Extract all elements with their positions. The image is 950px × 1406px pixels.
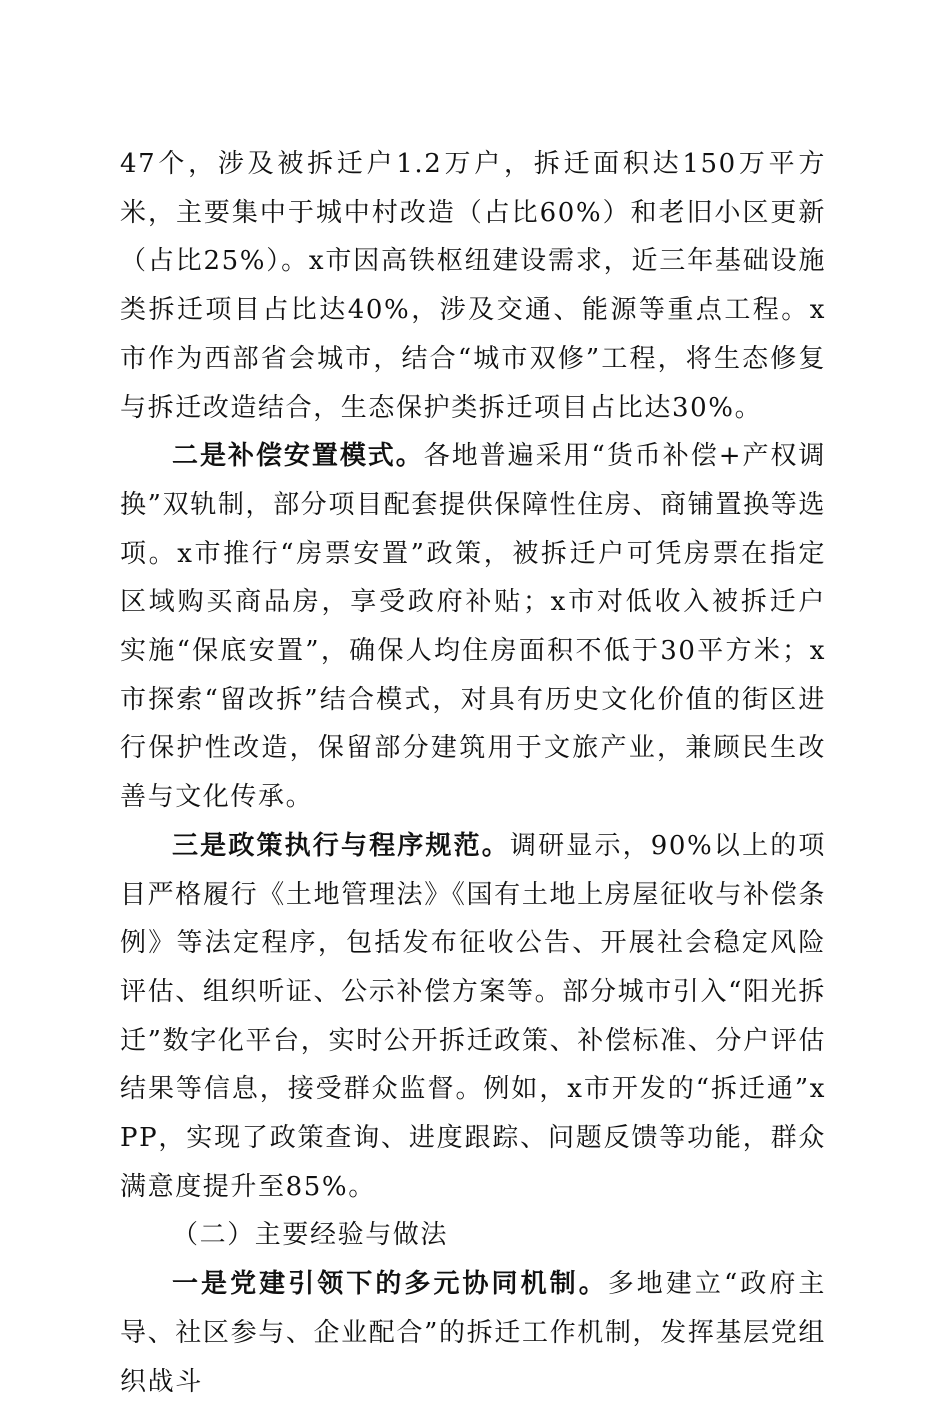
paragraph-1 [120, 140, 826, 432]
paragraph-2-lead: 二是补偿安置模式。 [172, 441, 424, 472]
paragraph-4-lead: 一是党建引领下的多元协同机制。 [172, 1269, 608, 1300]
section-heading: （二）主要经验与做法 [172, 1220, 449, 1251]
paragraph-3-lead: 三是政策执行与程序规范。 [172, 830, 510, 861]
paragraph-4-text: 多地建立“政府主导、社区参与、企业配合”的拆迁工作机制，发挥基层党组织战斗 [120, 1269, 826, 1397]
paragraph-3-text: 调研显示，90%以上的项目严格履行《土地管理法》《国有土地上房屋征收与补偿条例》等法定程序，包括发布征收公告、开展社会稳定风险评估、组织听证、公示补偿方案等。部分城市引入“阳光拆迁”数字化平台，实时公开拆迁政策、补偿标准、分户评估结果等信息，接受群众监督。例如，x市开发的“拆迁通”xPP，实现了政策查询、进度跟踪、问题反馈等功能，群众满意度提升至85%。 [120, 830, 826, 1202]
paragraph-3 [120, 822, 826, 1212]
paragraph-2-text: 各地普遍采用“货币补偿+产权调换”双轨制，部分项目配套提供保障性住房、商铺置换等选项。x市推行“房票安置”政策，被拆迁户可凭房票在指定区域购买商品房，享受政府补贴；x市对低收入被拆迁户实施“保底安置”，确保人均住房面积不低于30平方米；x市探索“留改拆”结合模式，对具有历史文化价值的街区进行保护性改造，保留部分建筑用于文旅产业，兼顾民生改善与文化传承。 [120, 441, 826, 813]
paragraph-4 [120, 1260, 826, 1406]
paragraph-1-text: 47个，涉及被拆迁户1.2万户，拆迁面积达150万平方米，主要集中于城中村改造（占比60%）和老旧小区更新（占比25%）。x市因高铁枢纽建设需求，近三年基础设施类拆迁项目占比达40%，涉及交通、能源等重点工程。x市作为西部省会城市，结合“城市双修”工程，将生态修复与拆迁改造结合，生态保护类拆迁项目占比达30%。 [120, 149, 826, 423]
paragraph-2 [120, 432, 826, 822]
document-page [120, 140, 826, 1406]
